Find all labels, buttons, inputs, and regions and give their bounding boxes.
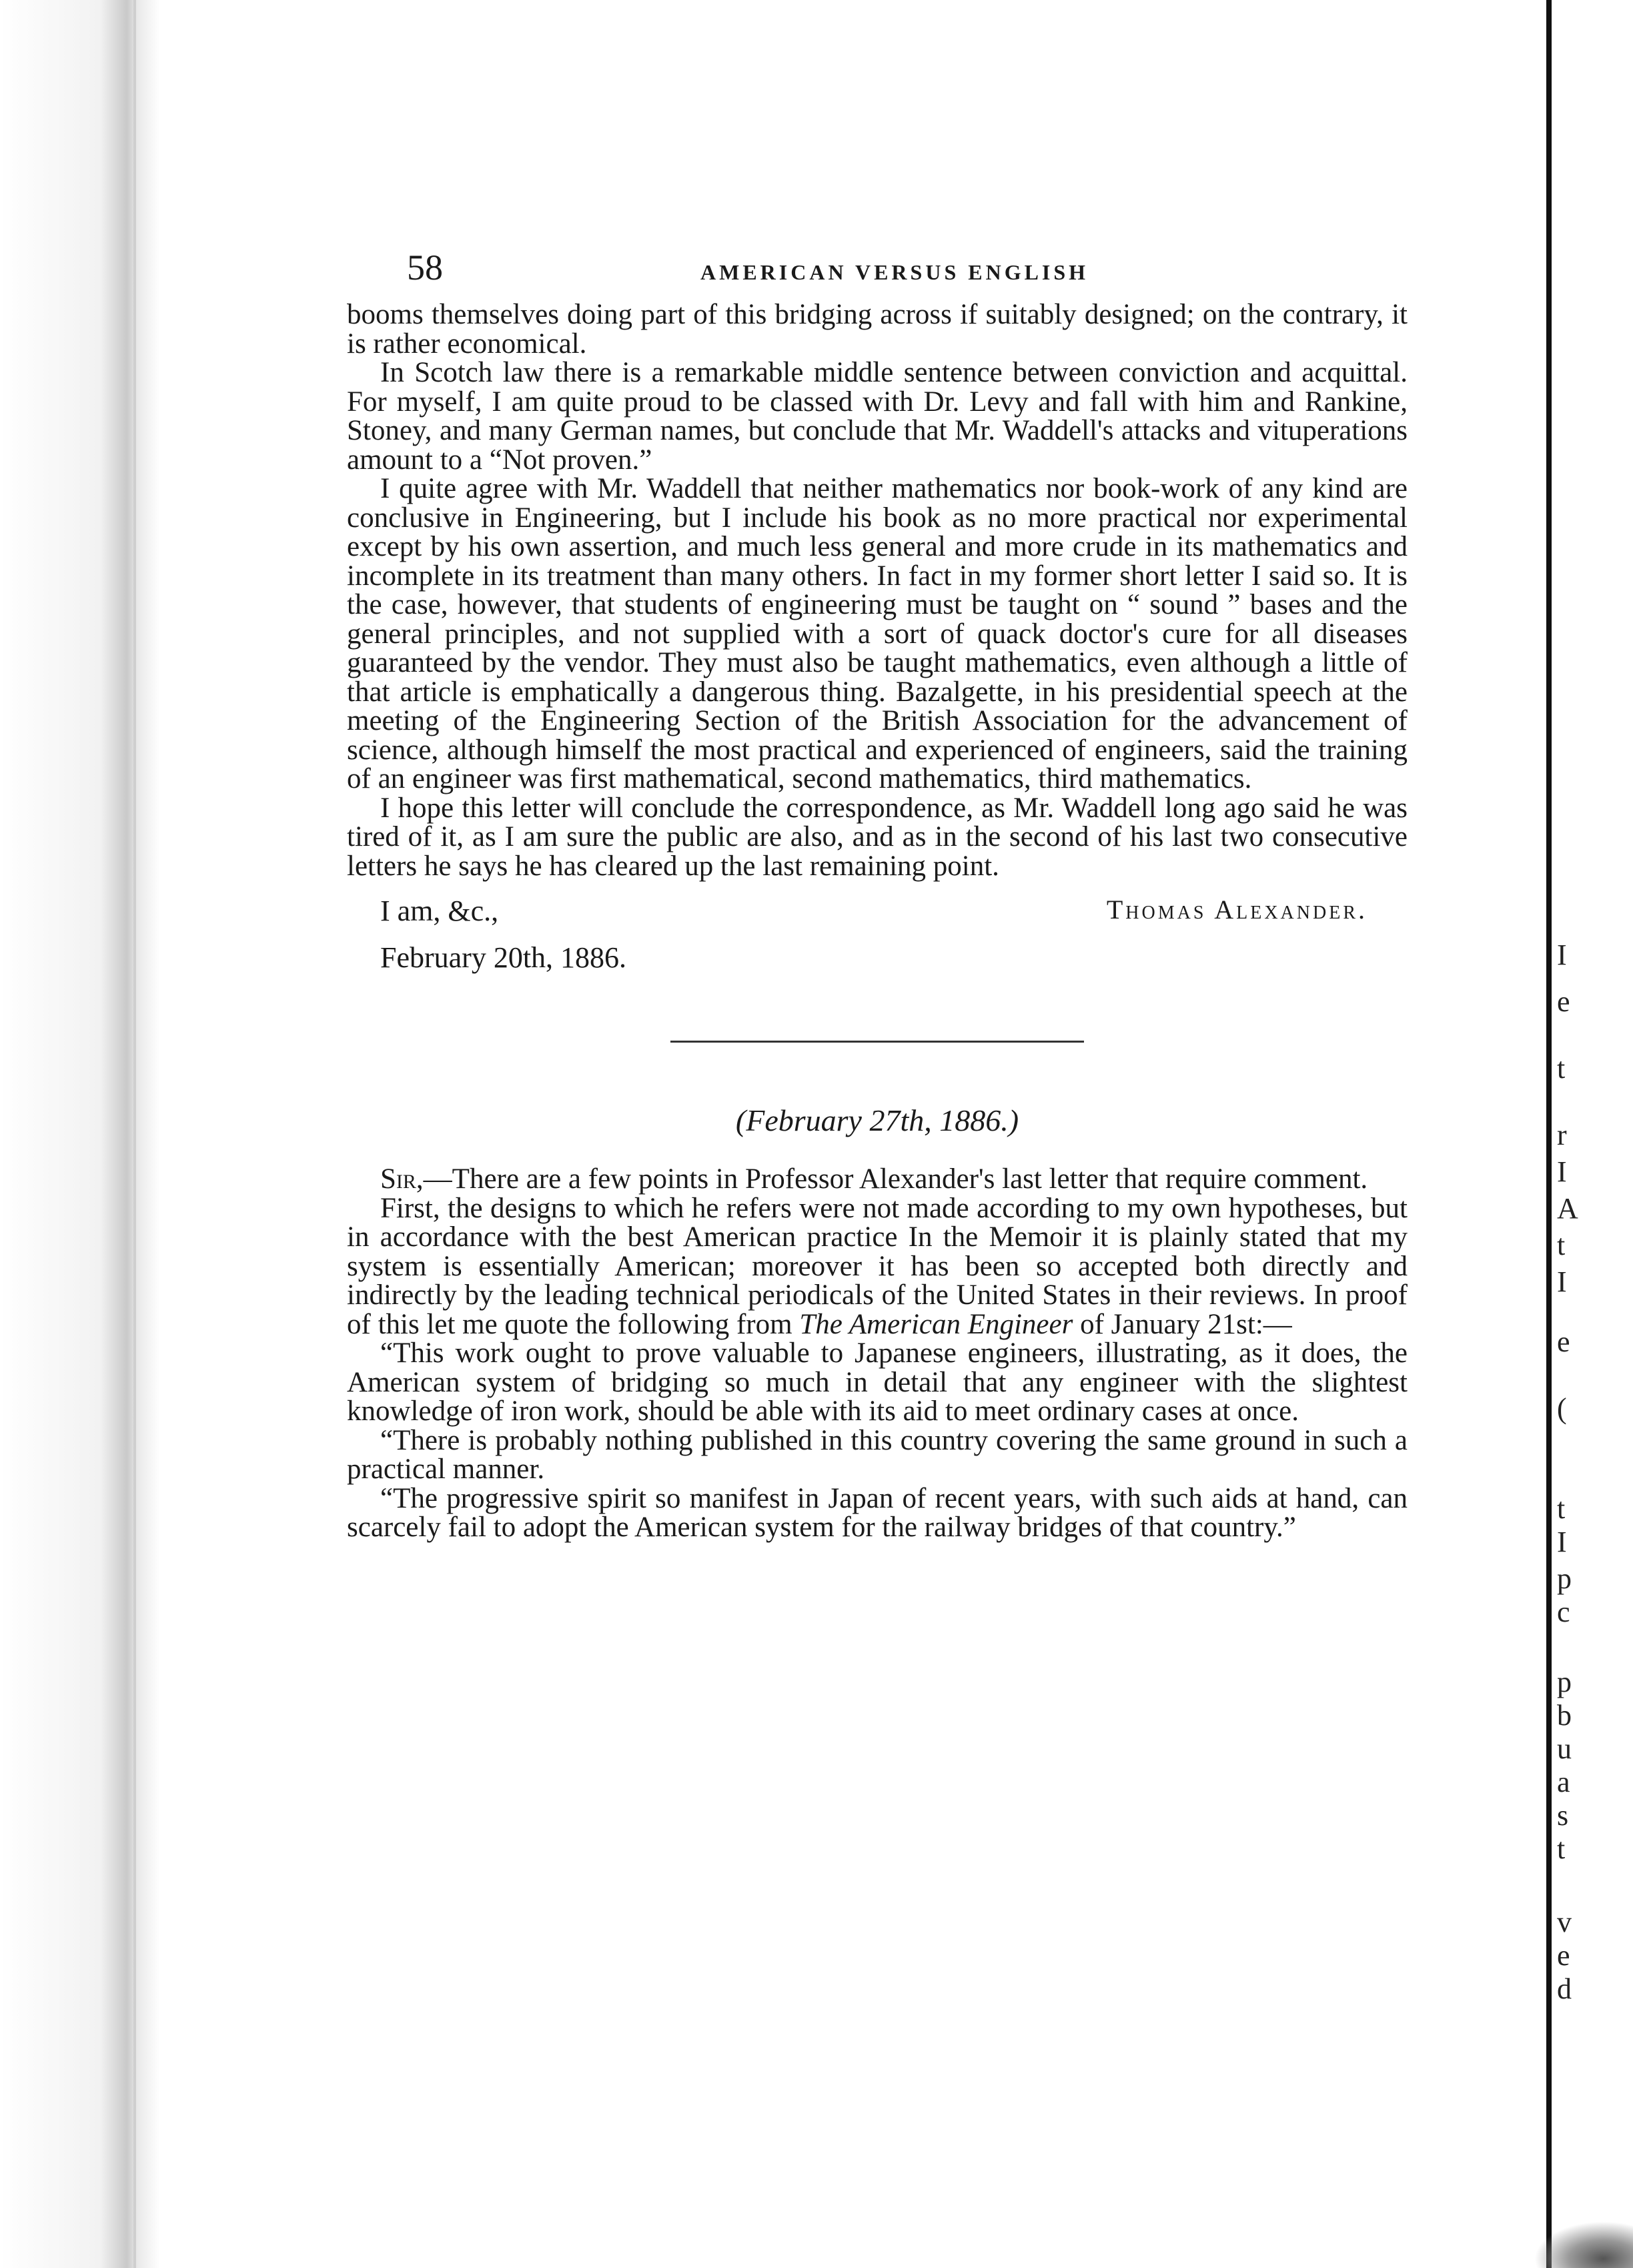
letter-alexander	[347, 300, 1408, 881]
paragraph	[347, 1165, 1408, 1194]
paragraph-text: of January 21st:—	[1073, 1308, 1292, 1340]
page-gutter	[1546, 0, 1552, 2268]
page-binding-edge	[0, 0, 160, 2268]
paragraph: I quite agree with Mr. Waddell that neither mathematics nor book-work of any kind are conclusive in Engineering, but I include his book as no more practical nor experimental except by his own assertion, and much less general and more crude in its mathematics and incomplete in its treatment than many others. In fact in my former short letter I said so. It is the case, however, that students of engineering must be taught on “ sound ” bases and the general principles, and not supplied with a sort of quack doctor's cure for all diseases guaranteed by the vendor. They must also be taught mathematics, even although a little of that article is emphatically a dangerous thing. Bazalgette, in his presidential speech at the meeting of the Engineering Section of the British Association for the advancement of science, although himself the most practical and experienced of engineers, said the training of an engineer was first mathematical, second mathematics, third mathematics.	[347, 473, 1408, 794]
facing-page-fragment: p	[1557, 1562, 1572, 1595]
facing-page-fragment: I	[1557, 1155, 1567, 1188]
facing-page-fragment: (	[1557, 1392, 1567, 1425]
letter-date: February 20th, 1886.	[380, 941, 627, 974]
facing-page-fragment: I	[1557, 939, 1567, 971]
facing-page-fragment: r	[1557, 1119, 1567, 1151]
quote-paragraph: “There is probably nothing published in this country covering the same ground in such a practical manner.	[347, 1424, 1408, 1485]
facing-page-fragment: d	[1557, 1972, 1572, 2005]
facing-page-fragment: e	[1557, 1325, 1570, 1358]
letter-signature: Thomas Alexander.	[1106, 895, 1368, 925]
facing-page-fragment: A	[1557, 1192, 1578, 1225]
facing-page-fragment: e	[1557, 985, 1570, 1018]
letter-signoff	[347, 894, 1408, 987]
paragraph: booms themselves doing part of this bridging across if suitably designed; on the contrary, it is rather economical.	[347, 299, 1408, 360]
facing-page-fragment: I	[1557, 1526, 1567, 1558]
section-date-heading: (February 27th, 1886.)	[735, 1103, 1019, 1137]
facing-page-fragment: p	[1557, 1666, 1572, 1698]
facing-page-edge	[1552, 0, 1633, 2268]
page-header	[347, 240, 1408, 300]
facing-page-fragment: t	[1557, 1832, 1566, 1865]
facing-page-fragment: t	[1557, 1229, 1566, 1261]
facing-page-fragment: a	[1557, 1766, 1570, 1798]
facing-page-fragment: v	[1557, 1906, 1572, 1938]
facing-page-fragment: e	[1557, 1939, 1570, 1972]
facing-page-fragment: I	[1557, 1265, 1567, 1298]
section-divider	[670, 1041, 1084, 1043]
quote-paragraph: “The progressive spirit so manifest in Japan of recent years, with such aids at hand, can scarcely fail to adopt the American system for the railway bridges of that country.”	[347, 1482, 1408, 1543]
paragraph-text: First, the designs to which he refers were not made according to my own hypotheses, but in accordance with the best American practice In the Memoir it is plainly stated that my system is essentially American; moreover it has been so accepted both directly and indirectly by the leading technical periodicals of the United States in their reviews. In proof of this let me quote the following from	[347, 1192, 1408, 1340]
facing-page-fragment: c	[1557, 1596, 1570, 1628]
salutation: Sir,	[380, 1163, 424, 1195]
running-title: AMERICAN VERSUS ENGLISH	[700, 260, 1089, 284]
letter-closing: I am, &c.,	[380, 895, 499, 927]
paragraph: I hope this letter will conclude the correspondence, as Mr. Waddell long ago said he was tired of it, as I am sure the public are also, and as in the second of his last two consecutive letters he says he has cleared up the last remaining point.	[347, 792, 1408, 882]
facing-page-fragment: t	[1557, 1492, 1566, 1525]
letter-waddell	[347, 1165, 1408, 1542]
facing-page-fragment: s	[1557, 1799, 1569, 1832]
facing-page-fragment: t	[1557, 1052, 1566, 1085]
page-number: 58	[407, 247, 443, 288]
paragraph	[347, 1194, 1408, 1339]
paragraph-text: —There are a few points in Professor Alexander's last letter that require comment.	[423, 1163, 1368, 1195]
book-page	[347, 240, 1408, 1542]
paragraph: In Scotch law there is a remarkable middle sentence between conviction and acquittal. For myself, I am quite proud to be classed with Dr. Levy and fall with him and Rankine, Stoney, and many German names, but conclude that Mr. Waddell's attacks and vituperations amount to a “Not proven.”	[347, 357, 1408, 476]
quote-paragraph: “This work ought to prove valuable to Japanese engineers, illustrating, as it does, the American system of bridging so much in detail that any engineer with the slightest knowledge of iron work, should be able with its aid to meet ordinary cases at once.	[347, 1337, 1408, 1427]
scan-shadow	[1534, 2221, 1633, 2268]
facing-page-fragment: b	[1557, 1699, 1572, 1732]
facing-page-fragment: u	[1557, 1732, 1572, 1765]
periodical-title: The American Engineer	[799, 1308, 1073, 1340]
